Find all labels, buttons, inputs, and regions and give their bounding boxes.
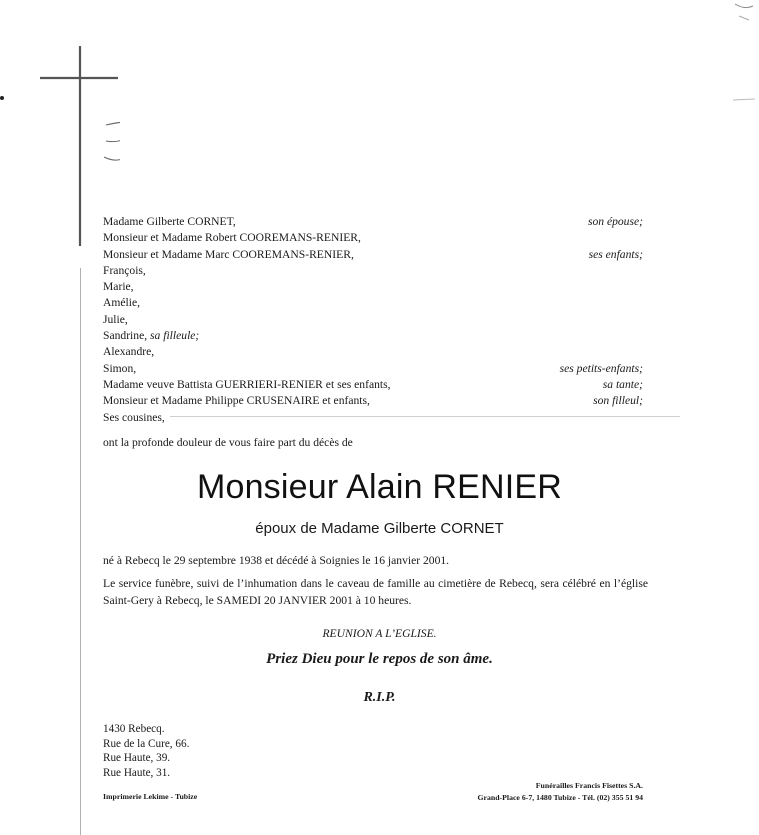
family-relation: ses enfants; xyxy=(588,247,643,261)
family-name: Alexandre, xyxy=(103,345,155,359)
deceased-name: Monsieur Alain RENIER xyxy=(196,468,563,506)
family-relation: ses petits-enfants; xyxy=(559,361,643,375)
address-line: Rue Haute, 31. xyxy=(103,767,171,780)
family-relation: son filleul; xyxy=(593,394,643,408)
scan-dot-icon xyxy=(0,96,4,100)
family-name-with-note xyxy=(103,328,199,344)
rip-text: R.I.P. xyxy=(363,690,396,705)
funeral-home-block xyxy=(477,780,643,803)
scan-artifact-icon xyxy=(729,0,759,120)
family-row xyxy=(103,247,643,263)
family-name: François, xyxy=(103,263,146,277)
family-row xyxy=(103,312,643,328)
address-line: Rue Haute, 39. xyxy=(103,752,171,765)
family-name: Marie, xyxy=(103,280,134,294)
family-name: Monsieur et Madame Marc COOREMANS-RENIER, xyxy=(103,247,354,261)
family-name: Monsieur et Madame Robert COOREMANS-RENIER, xyxy=(103,231,361,245)
address-line: 1430 Rebecq. xyxy=(103,723,165,735)
family-row xyxy=(103,344,643,360)
family-name: Amélie, xyxy=(103,296,141,310)
address-line: Rue de la Cure, 66. xyxy=(103,737,190,750)
family-row xyxy=(103,361,643,377)
prayer-text: Priez Dieu pour le repos de son âme. xyxy=(266,651,493,667)
family-list xyxy=(103,214,643,426)
birth-death-text: né à Rebecq le 29 septembre 1938 et décédé à Soignies le 16 janvier 2001. xyxy=(103,554,450,567)
family-note: sa filleule; xyxy=(150,329,200,343)
family-row xyxy=(103,377,643,393)
funeral-home-name: Funérailles Francis Fisettes S.A. xyxy=(535,781,643,790)
family-row xyxy=(103,410,643,426)
family-relation: son épouse; xyxy=(587,215,643,228)
family-row xyxy=(103,230,643,246)
family-name: Ses cousines, xyxy=(103,410,165,424)
family-relation: sa tante; xyxy=(602,377,643,391)
family-name: Julie, xyxy=(103,312,128,326)
family-row xyxy=(103,214,643,230)
family-name: Monsieur et Madame Philippe CRUSENAIRE et enfants, xyxy=(103,394,370,408)
funeral-home-address: Grand-Place 6-7, 1480 Tubize - Tél. (02) 355 51 94 xyxy=(477,792,643,802)
family-name: Madame veuve Battista GUERRIERI-RENIER et ses enfants, xyxy=(103,377,391,391)
family-row xyxy=(103,295,643,311)
family-row xyxy=(103,263,643,279)
reunion-text: REUNION A L’EGLISE. xyxy=(322,627,437,640)
family-row xyxy=(103,328,643,344)
family-row xyxy=(103,393,643,409)
separator-rule xyxy=(170,416,680,417)
address-block xyxy=(103,722,189,781)
printer-credit: Imprimerie Lekime - Tubize xyxy=(103,792,198,801)
family-name: Madame Gilberte CORNET, xyxy=(103,215,236,228)
announcement-text: ont la profonde douleur de vous faire part du décès de xyxy=(103,436,353,449)
service-text: Le service funèbre, suivi de l’inhumation dans le caveau de famille au cimetière de Rebecq, sera célébré en l’église Saint-Gery à Rebecq, le SAMEDI 20 JANVIER 2001 à 10 heures. xyxy=(103,577,648,607)
margin-rule xyxy=(80,268,81,835)
family-name: Simon, xyxy=(103,361,137,375)
family-name: Sandrine, xyxy=(103,329,148,343)
spouse-line: époux de Madame Gilberte CORNET xyxy=(255,520,504,537)
family-row xyxy=(103,279,643,295)
